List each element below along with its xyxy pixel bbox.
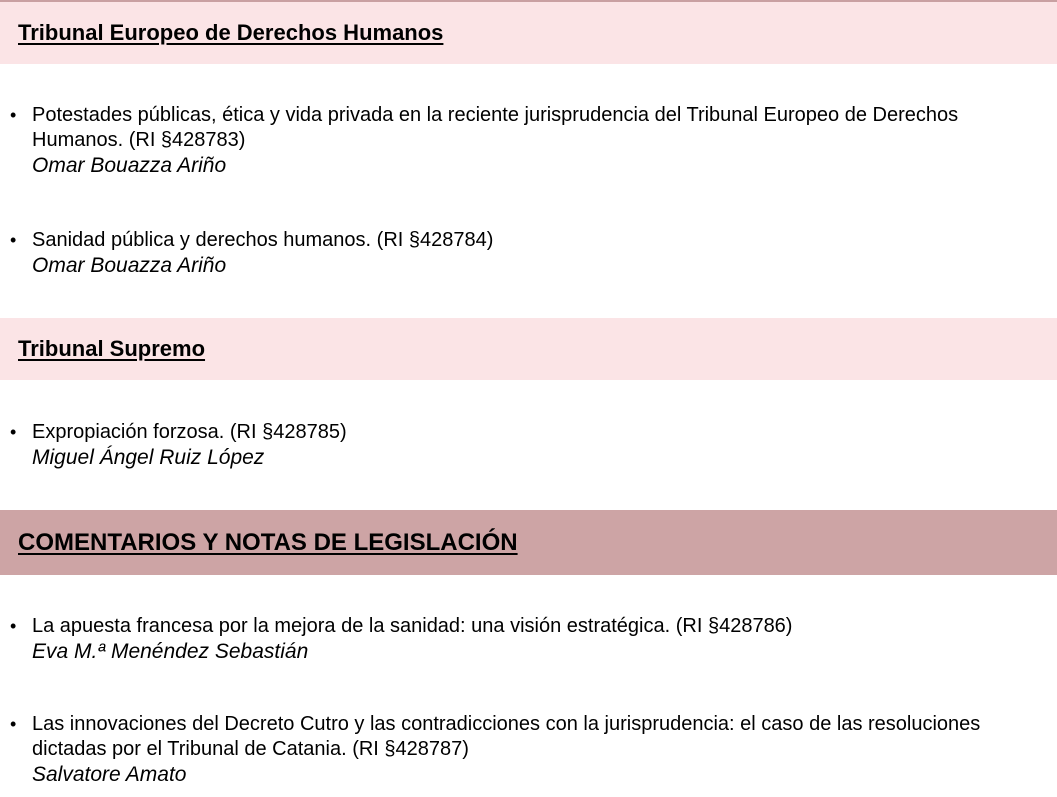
section-heading-band-tedh bbox=[0, 2, 1057, 64]
article-author: Salvatore Amato bbox=[32, 763, 187, 786]
article-title-link[interactable]: La apuesta francesa por la mejora de la sanidad: una visión estratégica. (RI §428786) bbox=[32, 615, 793, 637]
list-item bbox=[10, 712, 1050, 787]
bullet: • bbox=[10, 422, 17, 442]
article-author: Eva M.ª Menéndez Sebastián bbox=[32, 640, 309, 663]
section-heading-band-supremo bbox=[0, 318, 1057, 380]
article-title-link[interactable]: Expropiación forzosa. (RI §428785) bbox=[32, 421, 347, 443]
article-title-link[interactable]: Sanidad pública y derechos humanos. (RI §428784) bbox=[32, 229, 494, 251]
bullet: • bbox=[10, 230, 17, 250]
list-item bbox=[10, 420, 1050, 470]
bullet: • bbox=[10, 714, 17, 734]
section-heading-tedh[interactable]: Tribunal Europeo de Derechos Humanos bbox=[18, 20, 444, 45]
article-title-link[interactable]: Potestades públicas, ética y vida privada en la reciente jurisprudencia del Tribunal Europeo de Derechos Humanos. (RI §428783) bbox=[32, 104, 959, 151]
section-heading-band-comentarios bbox=[0, 510, 1057, 575]
article-author: Omar Bouazza Ariño bbox=[32, 154, 227, 177]
article-author: Miguel Ángel Ruiz López bbox=[32, 446, 265, 469]
list-item bbox=[10, 103, 1050, 178]
bullet: • bbox=[10, 616, 17, 636]
list-item bbox=[10, 228, 1050, 278]
article-title-link[interactable]: Las innovaciones del Decreto Cutro y las contradicciones con la jurisprudencia: el caso de las resoluciones dictadas por el Tribunal de Catania. (RI §428787) bbox=[32, 713, 981, 760]
list-item bbox=[10, 614, 1050, 664]
section-heading-supremo[interactable]: Tribunal Supremo bbox=[18, 336, 206, 361]
section-heading-comentarios[interactable]: COMENTARIOS Y NOTAS DE LEGISLACIÓN bbox=[18, 528, 518, 556]
bullet: • bbox=[10, 105, 17, 125]
article-author: Omar Bouazza Ariño bbox=[32, 254, 227, 277]
